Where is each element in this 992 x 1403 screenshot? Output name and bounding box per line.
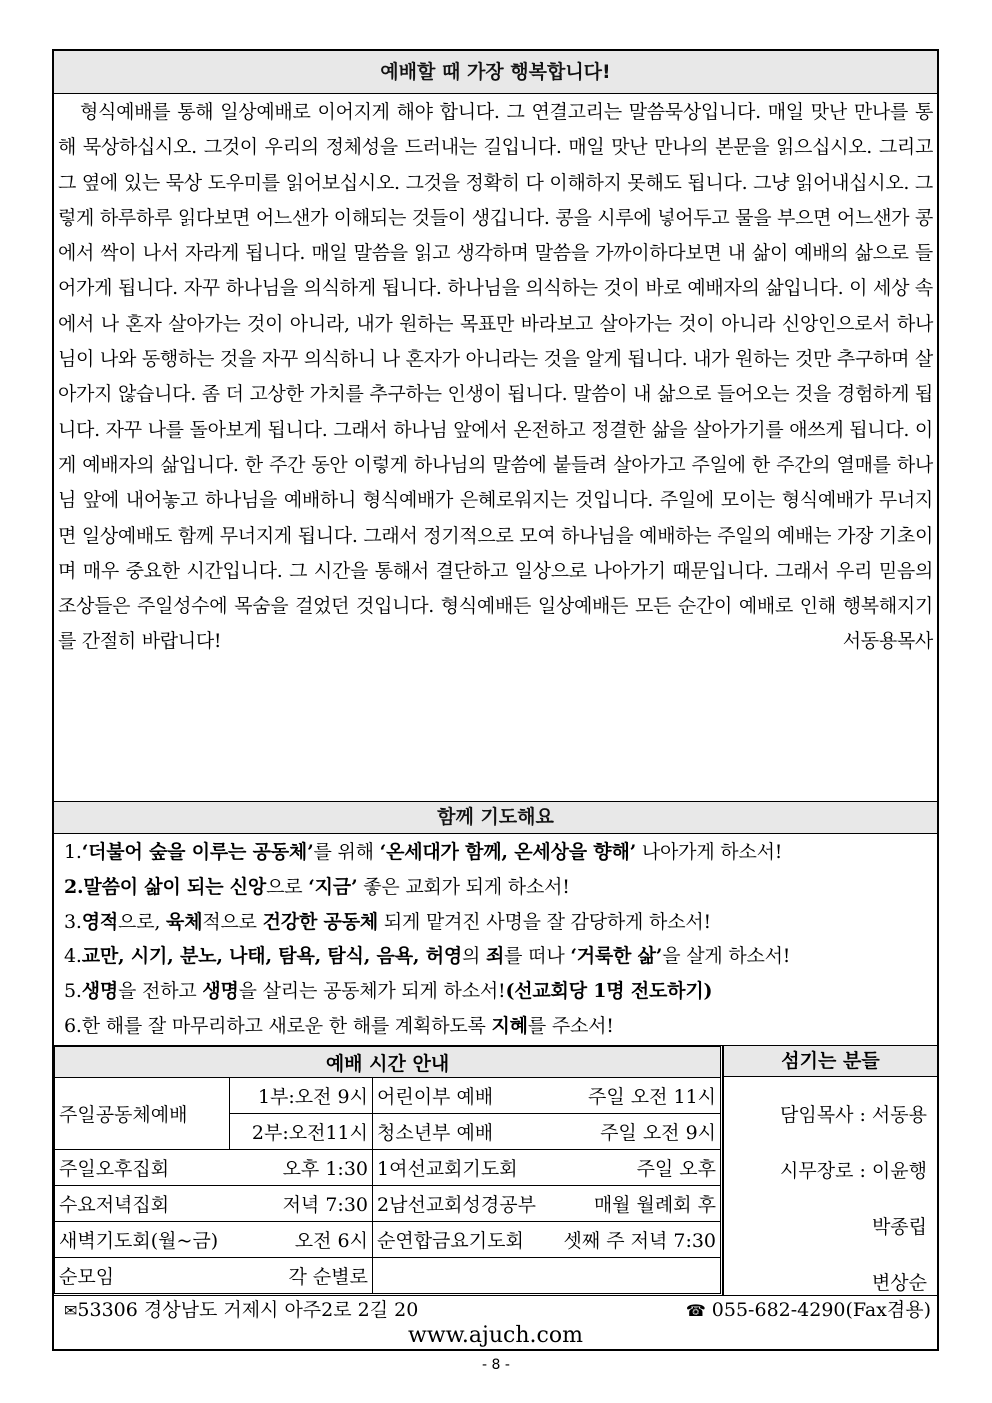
bulletin-frame bbox=[52, 49, 939, 1351]
schedule-row: 새벽기도회(월~금) 오전 6시 bbox=[55, 1222, 373, 1258]
schedule-row: 2남선교회성경공부 매월 월례회 후 bbox=[373, 1186, 721, 1222]
schedule-row: 수요저녁집회 저녁 7:30 bbox=[55, 1186, 373, 1222]
schedule-row: 어린이부 예배 주일 오전 11시 bbox=[373, 1078, 721, 1114]
staff-pastor: 담임목사 : 서동용 bbox=[780, 1104, 927, 1126]
telephone-icon: ☎ bbox=[685, 1301, 706, 1320]
schedule-row: 순연합금요기도회 셋째 주 저녁 7:30 bbox=[373, 1222, 721, 1258]
essay-text: 형식예배를 통해 일상예배로 이어지게 해야 합니다. 그 연결고리는 말씀묵상입니다. 매일 맛난 만나를 통해 묵상하십시오. 그것이 우리의 정체성을 드러내는 길입니다. 매일 맛난 만나의 본문을 읽으십시오. 그리고 그 옆에 있는 묵상 도우미를 읽어보십시오. 그것을 정확히 다 이해하지 못해도 됩니다. 그냥 읽어내십시오. 그렇게 하루하루 읽다보면 어느샌가 이해되는 것들이 생깁니다. 콩을 시루에 넣어두고 물을 부으면 어느샌가 콩에서 싹이 나서 자라게 됩니다. 매일 말씀을 읽고 생각하며 말씀을 가까이하다보면 내 삶이 예배의 삶으로 들어가게 됩니다. 자꾸 하나님을 의식하게 됩니다. 하나님을 의식하는 것이 바로 예배자의 삶입니다. 이 세상 속에서 나 혼자 살아가는 것이 아니라, 내가 원하는 목표만 바라보고 살아가는 것이 아니라 신앙인으로서 하나님이 나와 동행하는 것을 자꾸 의식하니 나 혼자가 아니라는 것을 알게 됩니다. 내가 원하는 것만 추구하며 살아가지 않습니다. 좀 더 고상한 가치를 추구하는 인생이 됩니다. 말씀이 내 삶으로 들어오는 것을 경험하게 됩니다. 자꾸 나를 돌아보게 됩니다. 그래서 하나님 앞에서 온전하고 정결한 삶을 살아가기를 애쓰게 됩니다. 이게 예배자의 삶입니다. 한 주간 동안 이렇게 하나님의 말씀에 붙들려 살아가고 주일에 한 주간의 열매를 하나님 앞에 내어놓고 하나님을 예배하니 형식예배가 은혜로워지는 것입니다. 주일에 모이는 형식예배가 무너지면 일상예배도 함께 무너지게 됩니다. 그래서 정기적으로 모여 하나님을 예배하는 주일의 예배는 가장 기초이며 매우 중요한 시간입니다. 그 시간을 통해서 결단하고 일상으로 나아가기 때문입니다. 그래서 우리 믿음의 조상들은 주일성수에 목숨을 걸었던 것입니다. 형식예배든 일상예배든 모든 순간이 예배로 인해 행복해지기를 간절히 바랍니다! bbox=[58, 101, 933, 653]
schedule-row: 순모임 각 순별로 bbox=[55, 1258, 373, 1294]
prayer-item: 5.생명을 전하고 생명을 살리는 공동체가 되게 하소서!(선교회당 1명 전도하기) bbox=[64, 980, 713, 1003]
prayer-item: 2.말씀이 삶이 되는 신앙으로 ‘지금’ 좋은 교회가 되게 하소서! bbox=[64, 875, 570, 898]
divider bbox=[54, 833, 937, 834]
address: ✉53306 경상남도 거제시 아주2로 2길 20 bbox=[64, 1299, 419, 1321]
phone: ☎ 055-682-4290(Fax겸용) bbox=[685, 1299, 931, 1321]
divider bbox=[54, 93, 937, 94]
staff-elder2: 박종립 bbox=[871, 1216, 927, 1238]
schedule-row: 1여선교회기도회 주일 오후 bbox=[373, 1150, 721, 1186]
staff-elder: 시무장로 : 이윤행 bbox=[780, 1160, 927, 1182]
schedule-title: 예배 시간 안내 bbox=[55, 1047, 721, 1078]
staff-elder3: 변상순 bbox=[871, 1272, 927, 1294]
prayer-item: 6.한 해를 잘 마무리하고 새로운 한 해를 계획하도록 지혜를 주소서! bbox=[64, 1014, 614, 1037]
empty-cell bbox=[373, 1258, 721, 1294]
staff-title: 섬기는 분들 bbox=[724, 1046, 937, 1077]
schedule-row: 청소년부 예배 주일 오전 9시 bbox=[373, 1114, 721, 1150]
essay-body bbox=[58, 95, 933, 805]
page-number: - 8 - bbox=[482, 1357, 510, 1373]
schedule-row: 주일오후집회 오후 1:30 bbox=[55, 1150, 373, 1186]
essay-author: 서동용목사 bbox=[842, 630, 933, 653]
second-service-time: 2부:오전11시 bbox=[230, 1114, 373, 1150]
prayer-item: 4.교만, 시기, 분노, 나태, 탐욕, 탐식, 음욕, 허영의 죄를 떠나 ‘거룩한 삶’을 살게 하소서! bbox=[64, 945, 791, 968]
essay-title: 예배할 때 가장 행복합니다! bbox=[54, 51, 937, 93]
prayer-item: 1.‘더불어 숲을 이루는 공동체’를 위해 ‘온세대가 함께, 온세상을 향해’ 나아가게 하소서! bbox=[64, 841, 783, 863]
website-link[interactable]: www.ajuch.com bbox=[408, 1323, 583, 1348]
staff-panel bbox=[722, 1046, 937, 1295]
schedule-table bbox=[54, 1046, 721, 1294]
divider bbox=[54, 1295, 937, 1296]
contact-line bbox=[54, 1297, 937, 1323]
mail-icon: ✉ bbox=[64, 1301, 78, 1320]
first-service-time: 1부:오전 9시 bbox=[230, 1078, 373, 1114]
sunday-worship-label: 주일공동체예배 bbox=[55, 1078, 230, 1150]
prayer-title: 함께 기도해요 bbox=[54, 802, 937, 833]
prayer-list bbox=[60, 835, 931, 1044]
prayer-item: 3.영적으로, 육체적으로 건강한 공동체 되게 맡겨진 사명을 잘 감당하게 하소서! bbox=[64, 910, 711, 933]
